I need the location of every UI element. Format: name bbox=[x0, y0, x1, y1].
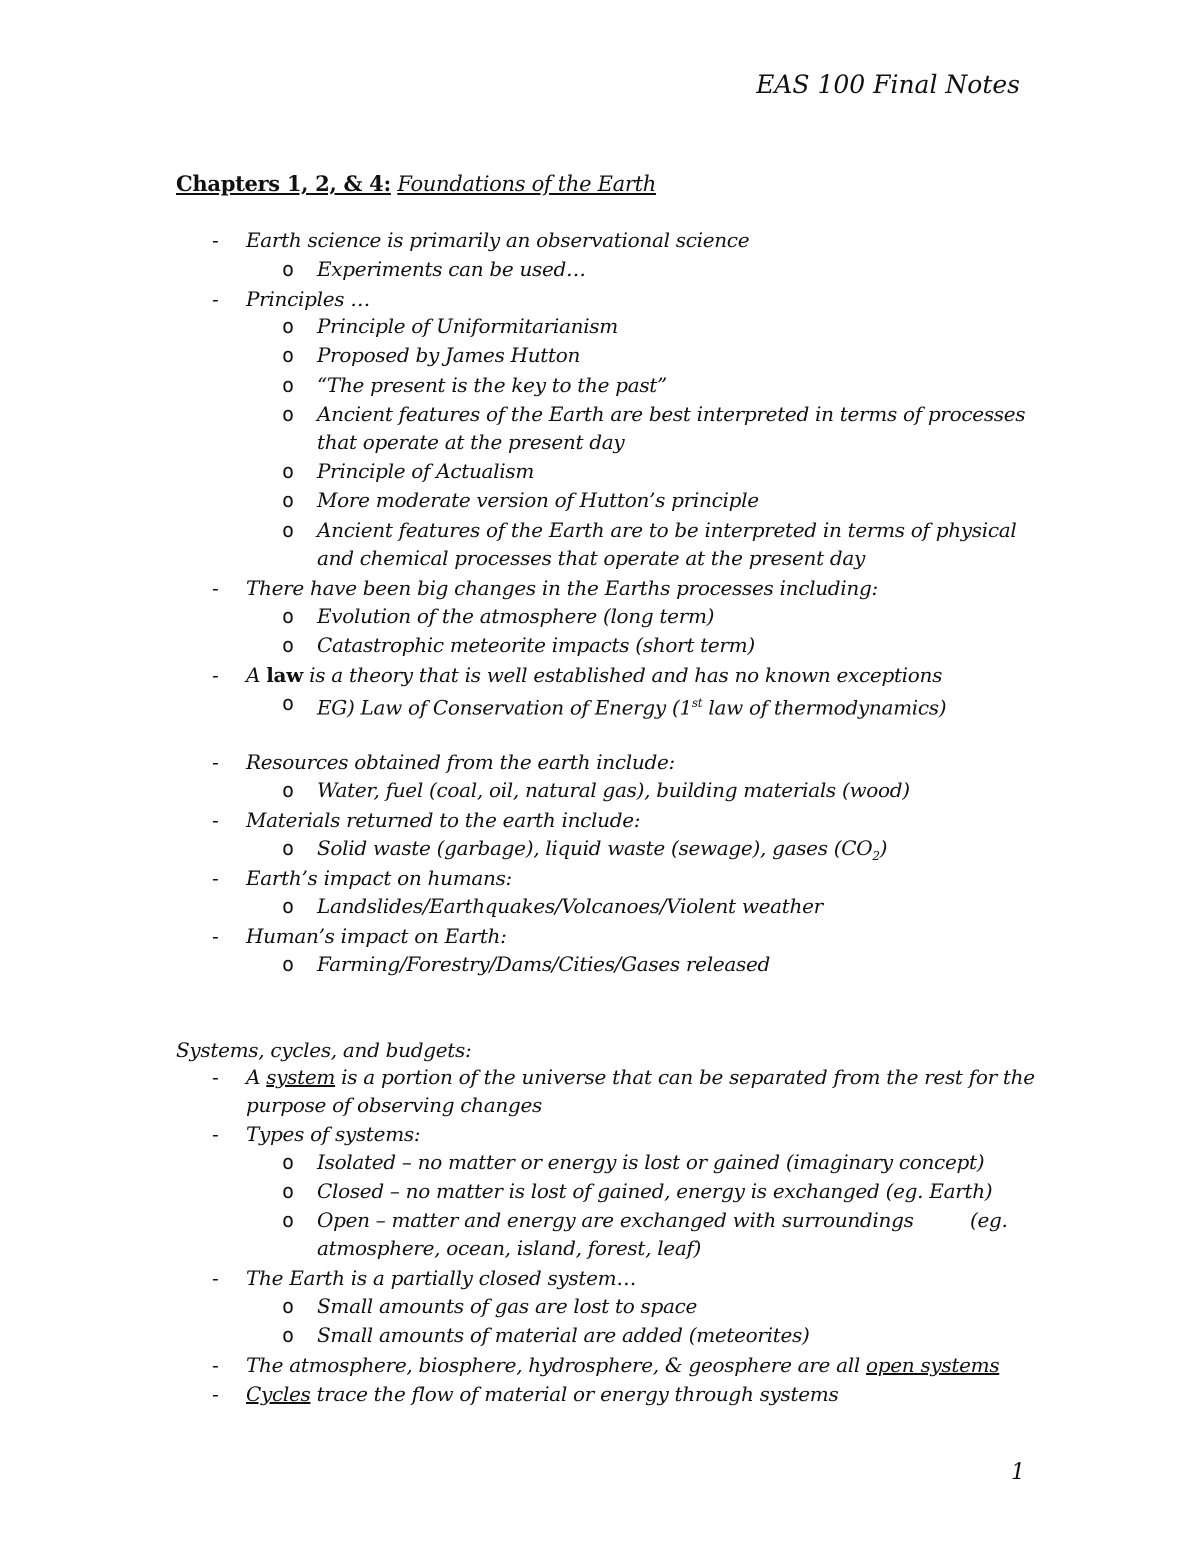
circle-bullet: o bbox=[282, 836, 295, 860]
dash-bullet: - bbox=[212, 1266, 219, 1290]
dash-bullet: - bbox=[212, 866, 219, 890]
list-item-continued: purpose of observing changes bbox=[246, 1093, 542, 1117]
circle-bullet: o bbox=[282, 633, 295, 657]
list-item: More moderate version of Hutton’s principle bbox=[317, 488, 759, 512]
heading-topic: Foundations of the Earth bbox=[397, 172, 656, 196]
list-item-continued: that operate at the present day bbox=[317, 430, 625, 454]
list-item: Catastrophic meteorite impacts (short term) bbox=[317, 633, 755, 657]
list-item: Resources obtained from the earth include: bbox=[246, 750, 675, 774]
text-fragment: EG) Law of Conservation of Energy (1 bbox=[317, 695, 692, 720]
list-item: Earth’s impact on humans: bbox=[246, 866, 512, 890]
circle-bullet: o bbox=[282, 488, 295, 512]
text-fragment: is a theory that is well established and has no known exceptions bbox=[309, 663, 943, 687]
circle-bullet: o bbox=[282, 459, 295, 483]
circle-bullet: o bbox=[282, 1208, 295, 1232]
page-number: 1 bbox=[1011, 1460, 1025, 1485]
list-item bbox=[246, 1063, 1035, 1091]
list-item: Farming/Forestry/Dams/Cities/Gases released bbox=[317, 952, 770, 976]
heading-chapters: Chapters 1, 2, & 4: bbox=[176, 171, 391, 196]
list-item: Experiments can be used… bbox=[317, 257, 586, 281]
list-item bbox=[317, 689, 946, 722]
text-fragment: A bbox=[246, 663, 261, 687]
circle-bullet: o bbox=[282, 373, 295, 397]
list-item: Human’s impact on Earth: bbox=[246, 924, 507, 948]
list-item bbox=[246, 1380, 838, 1408]
list-item: Ancient features of the Earth are best interpreted in terms of processes bbox=[317, 402, 1026, 426]
list-item: Types of systems: bbox=[246, 1122, 421, 1146]
superscript: st bbox=[691, 696, 703, 710]
list-item-continued: atmosphere, ocean, island, forest, leaf) bbox=[317, 1236, 702, 1260]
circle-bullet: o bbox=[282, 894, 295, 918]
text-fragment: ) bbox=[879, 836, 888, 860]
dash-bullet: - bbox=[212, 287, 219, 311]
text-fragment: (eg. bbox=[970, 1208, 1008, 1232]
list-item: Principles … bbox=[246, 287, 370, 311]
circle-bullet: o bbox=[282, 604, 295, 628]
list-item: Isolated – no matter or energy is lost or gained (imaginary concept) bbox=[317, 1150, 985, 1174]
dash-bullet: - bbox=[212, 1382, 219, 1406]
list-item: Small amounts of gas are lost to space bbox=[317, 1294, 698, 1318]
term-cycles: Cycles bbox=[246, 1382, 311, 1406]
section-heading bbox=[176, 170, 656, 198]
list-item: Evolution of the atmosphere (long term) bbox=[317, 604, 715, 628]
text-fragment: is a portion of the universe that can be separated from the rest for the bbox=[341, 1065, 1035, 1089]
dash-bullet: - bbox=[212, 228, 219, 252]
list-item: Principle of Uniformitarianism bbox=[317, 314, 618, 338]
dash-bullet: - bbox=[212, 576, 219, 600]
dash-bullet: - bbox=[212, 1353, 219, 1377]
circle-bullet: o bbox=[282, 518, 295, 542]
circle-bullet: o bbox=[282, 952, 295, 976]
term-law: law bbox=[266, 663, 304, 687]
list-item: Open – matter and energy are exchanged with surroundings bbox=[317, 1208, 914, 1232]
list-item-continued: and chemical processes that operate at the present day bbox=[317, 546, 866, 570]
list-item: Materials returned to the earth include: bbox=[246, 808, 641, 832]
list-item: Principle of Actualism bbox=[317, 459, 534, 483]
dash-bullet: - bbox=[212, 1065, 219, 1089]
list-item: The Earth is a partially closed system… bbox=[246, 1266, 637, 1290]
dash-bullet: - bbox=[212, 924, 219, 948]
list-item: Proposed by James Hutton bbox=[317, 343, 581, 367]
list-item: There have been big changes in the Earths processes including: bbox=[246, 576, 878, 600]
text-fragment: The atmosphere, biosphere, hydrosphere, & geosphere are all bbox=[246, 1353, 860, 1377]
circle-bullet: o bbox=[282, 402, 295, 426]
circle-bullet: o bbox=[282, 257, 295, 281]
dash-bullet: - bbox=[212, 663, 219, 687]
dash-bullet: - bbox=[212, 750, 219, 774]
list-item: Earth science is primarily an observational science bbox=[246, 228, 750, 252]
circle-bullet: o bbox=[282, 778, 295, 802]
subsection-heading: Systems, cycles, and budgets: bbox=[176, 1038, 472, 1062]
dash-bullet: - bbox=[212, 808, 219, 832]
text-fragment: law of thermodynamics) bbox=[708, 695, 947, 720]
text-fragment: Solid waste (garbage), liquid waste (sewage), gases (CO bbox=[317, 836, 873, 860]
list-item bbox=[246, 1351, 999, 1379]
circle-bullet: o bbox=[282, 1294, 295, 1318]
term-open-systems: open systems bbox=[866, 1353, 1000, 1377]
circle-bullet: o bbox=[282, 691, 295, 715]
list-item: Small amounts of material are added (meteorites) bbox=[317, 1323, 810, 1347]
list-item: Closed – no matter is lost of gained, energy is exchanged (eg. Earth) bbox=[317, 1179, 993, 1203]
text-fragment: A bbox=[246, 1065, 261, 1089]
list-item: Ancient features of the Earth are to be interpreted in terms of physical bbox=[317, 518, 1017, 542]
circle-bullet: o bbox=[282, 1150, 295, 1174]
circle-bullet: o bbox=[282, 1323, 295, 1347]
list-item: Water, fuel (coal, oil, natural gas), building materials (wood) bbox=[317, 778, 910, 802]
term-system: system bbox=[266, 1065, 336, 1089]
text-fragment: trace the flow of material or energy through systems bbox=[316, 1382, 839, 1406]
page-header-title: EAS 100 Final Notes bbox=[756, 70, 1020, 99]
subscript: 2 bbox=[872, 849, 880, 863]
circle-bullet: o bbox=[282, 343, 295, 367]
list-item: Landslides/Earthquakes/Volcanoes/Violent weather bbox=[317, 894, 823, 918]
list-item: “The present is the key to the past” bbox=[317, 373, 667, 397]
dash-bullet: - bbox=[212, 1122, 219, 1146]
circle-bullet: o bbox=[282, 1179, 295, 1203]
list-item bbox=[246, 661, 942, 689]
circle-bullet: o bbox=[282, 314, 295, 338]
